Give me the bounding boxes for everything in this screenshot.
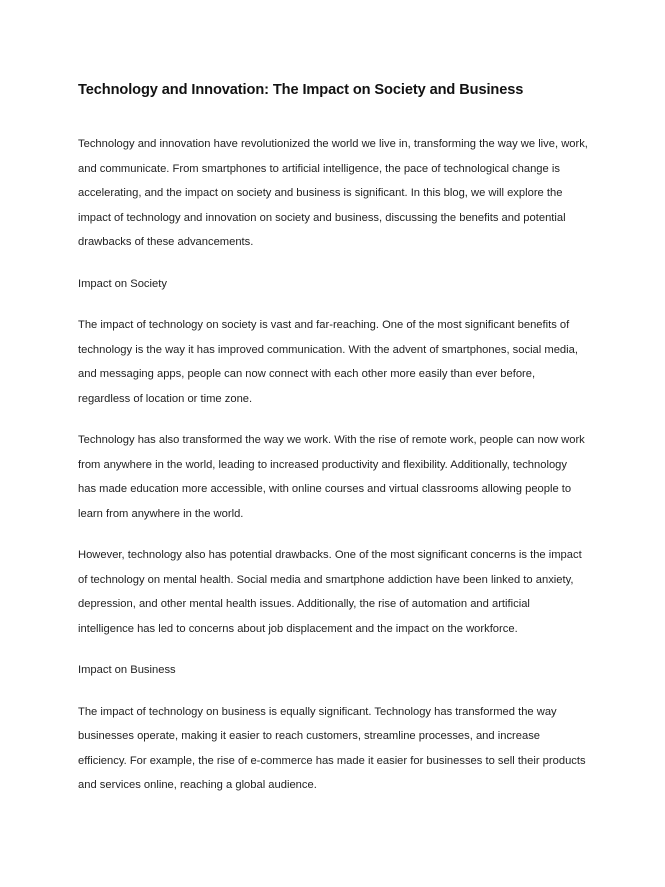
- society-paragraph-communication: The impact of technology on society is vast and far-reaching. One of the most significant benefits of technology is the way it has improved communication. With the advent of smartphones, social media, and messaging apps, people can now connect with each other more easily than ever before, regardless of location or time zone.: [78, 319, 578, 405]
- document-body: [78, 80, 588, 815]
- section-heading-business: Impact on Business: [78, 664, 176, 676]
- society-paragraph-work: Technology has also transformed the way we work. With the rise of remote work, people can now work from anywhere in the world, leading to increased productivity and flexibility. Additionally, technology has made education more accessible, with online courses and virtual classrooms allowing people to learn from anywhere in the world.: [78, 434, 585, 520]
- intro-paragraph: Technology and innovation have revolutionized the world we live in, transforming the way we live, work, and communicate. From smartphones to artificial intelligence, the pace of technological change is accelerating, and the impact on society and business is significant. In this blog, we will explore the impact of technology and innovation on society and business, discussing the benefits and potential drawbacks of these advancements.: [78, 138, 588, 248]
- business-paragraph-operations: The impact of technology on business is equally significant. Technology has transformed the way businesses operate, making it easier to reach customers, streamline processes, and increase efficiency. For example, the rise of e-commerce has made it easier for businesses to sell their products and services online, reaching a global audience.: [78, 705, 586, 791]
- section-heading-society: Impact on Society: [78, 277, 167, 290]
- society-paragraph-drawbacks: However, technology also has potential drawbacks. One of the most significant concerns is the impact of technology on mental health. Social media and smartphone addiction have been linked to anxiety, depression, and other mental health issues. Additionally, the rise of automation and artificial intelligence has led to concerns about job displacement and the impact on the workforce.: [78, 549, 582, 635]
- document-title: Technology and Innovation: The Impact on Society and Business: [78, 82, 524, 98]
- document-content: [78, 132, 588, 798]
